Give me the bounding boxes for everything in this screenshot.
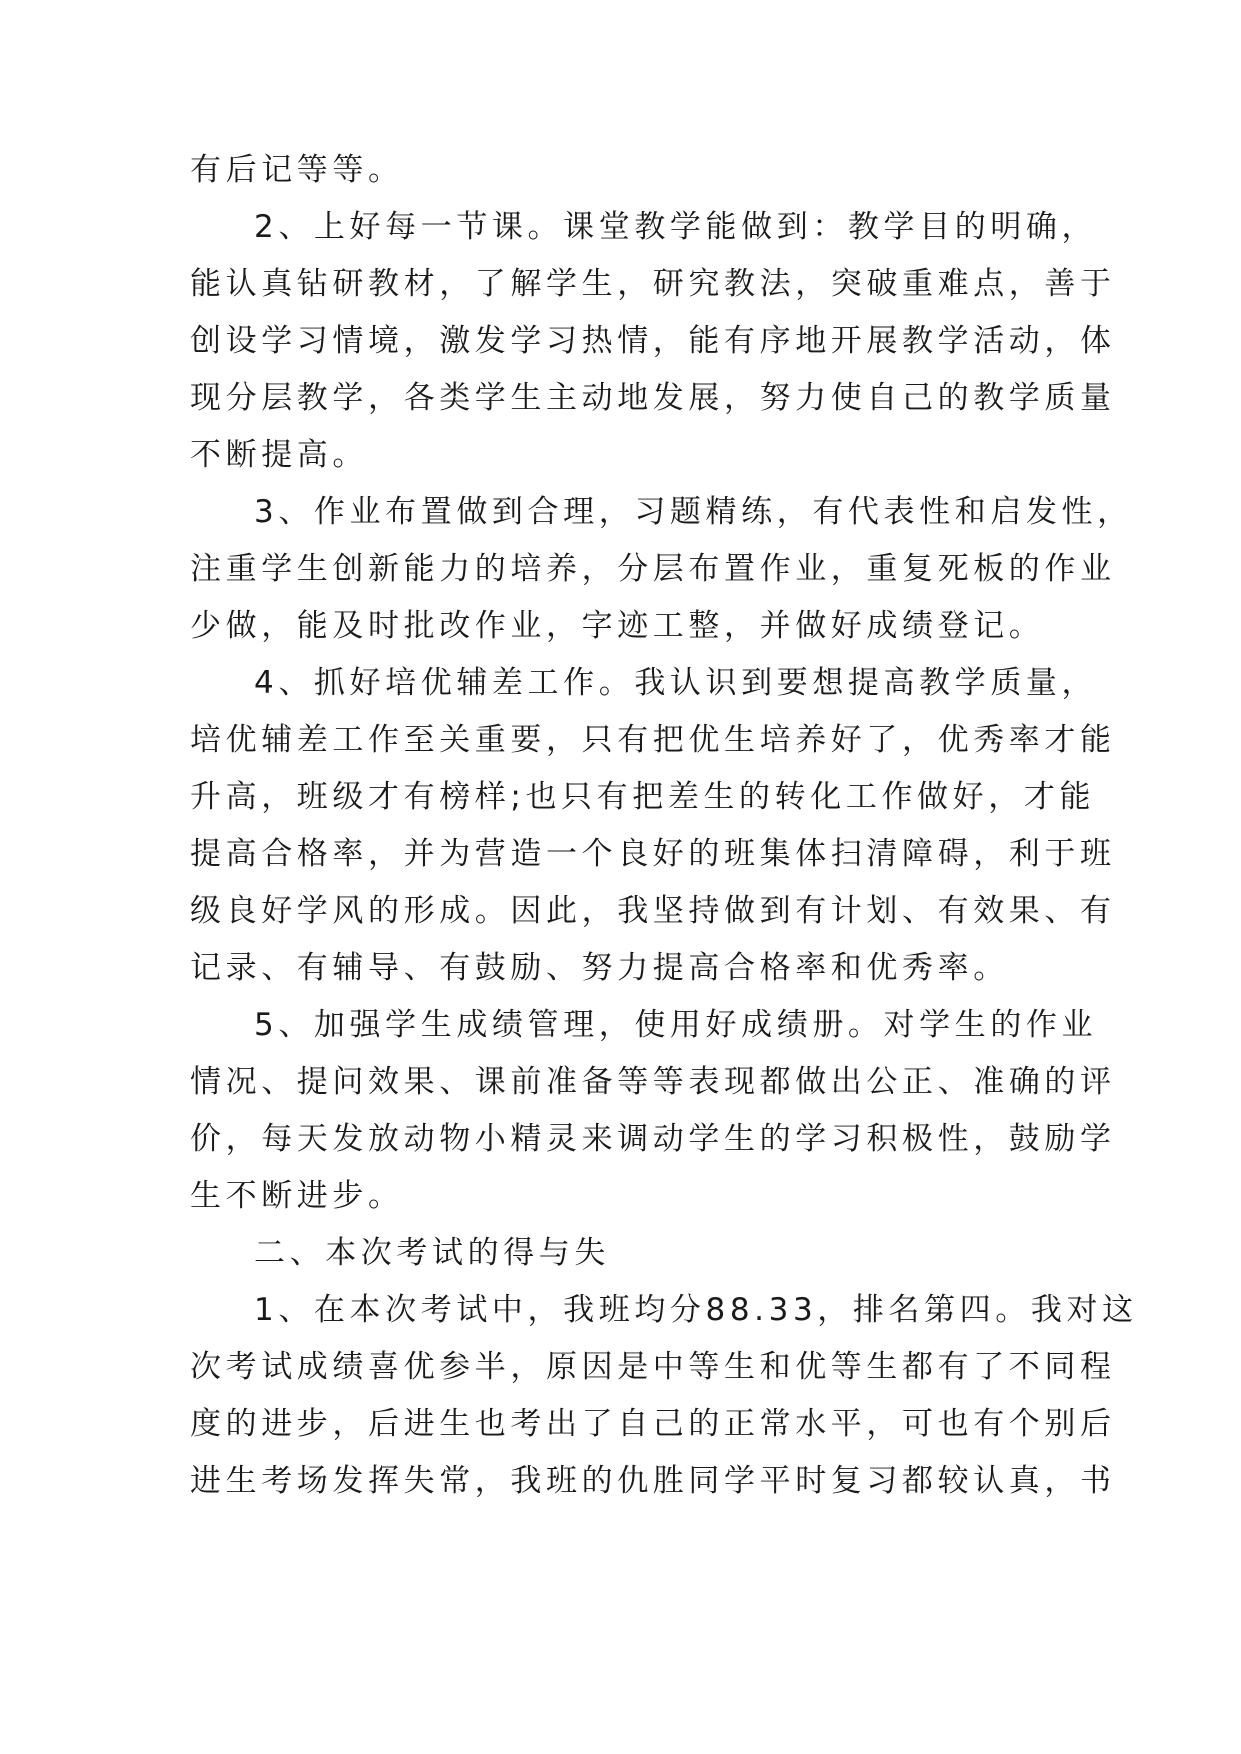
paragraph-line: 培优辅差工作至关重要，只有把优生培养好了，优秀率才能: [190, 722, 1116, 758]
paragraph-line: 次考试成绩喜优参半，原因是中等生和优等生都有了不同程: [190, 1349, 1116, 1385]
paragraph-line: 有后记等等。: [190, 152, 404, 188]
paragraph-line: 少做，能及时批改作业，字迹工整，并做好成绩登记。: [190, 608, 1045, 644]
paragraph-line: 提高合格率，并为营造一个良好的班集体扫清障碍，利于班: [190, 836, 1116, 872]
paragraph-line: 价，每天发放动物小精灵来调动学生的学习积极性，鼓励学: [190, 1121, 1116, 1157]
paragraph-line: 5、加强学生成绩管理，使用好成绩册。对学生的作业: [254, 1007, 1098, 1043]
paragraph-line: 不断提高。: [190, 437, 368, 473]
paragraph-line: 4、抓好培优辅差工作。我认识到要想提高教学质量，: [254, 665, 1098, 701]
paragraph-line: 情况、提问效果、课前准备等等表现都做出公正、准确的评: [190, 1064, 1116, 1100]
paragraph-line: 升高，班级才有榜样;也只有把差生的转化工作做好，才能: [190, 779, 1096, 815]
paragraph-line: 创设学习情境，激发学习热情，能有序地开展教学活动，体: [190, 323, 1116, 359]
paragraph-line: 级良好学风的形成。因此，我坚持做到有计划、有效果、有: [190, 893, 1116, 929]
paragraph-line: 记录、有辅导、有鼓励、努力提高合格率和优秀率。: [190, 950, 1009, 986]
paragraph-line: 生不断进步。: [190, 1178, 404, 1214]
section-heading: 二、本次考试的得与失: [254, 1235, 610, 1271]
paragraph-line: 进生考场发挥失常，我班的仇胜同学平时复习都较认真，书: [190, 1463, 1116, 1499]
paragraph-line: 1、在本次考试中，我班均分88.33，排名第四。我对这: [254, 1292, 1138, 1328]
paragraph-line: 能认真钻研教材，了解学生，研究教法，突破重难点，善于: [190, 266, 1116, 302]
paragraph-line: 2、上好每一节课。课堂教学能做到：教学目的明确，: [254, 209, 1098, 245]
paragraph-line: 度的进步，后进生也考出了自己的正常水平，可也有个别后: [190, 1406, 1116, 1442]
paragraph-line: 3、作业布置做到合理，习题精练，有代表性和启发性，: [254, 494, 1133, 530]
paragraph-line: 现分层教学，各类学生主动地发展，努力使自己的教学质量: [190, 380, 1116, 416]
paragraph-line: 注重学生创新能力的培养，分层布置作业，重复死板的作业: [190, 551, 1116, 587]
